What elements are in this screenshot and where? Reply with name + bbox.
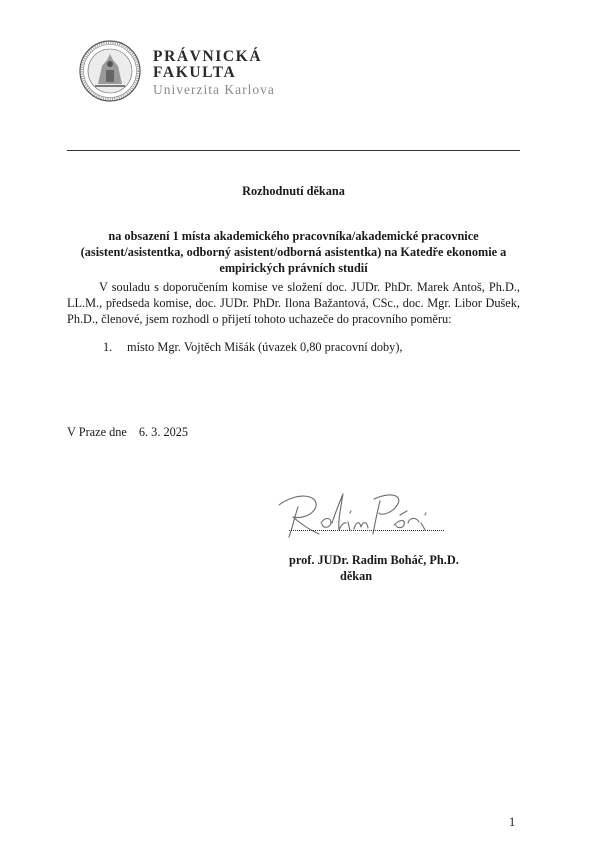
document-subject: na obsazení 1 místa akademického pracovníka/akademické pracovnice (asistent/asistentka, odborný asistent/odborná asistentka) na Katedře ekonomie a empirických právních studií xyxy=(80,229,507,275)
page-number: 1 xyxy=(509,815,516,829)
university-seal-icon xyxy=(79,40,141,102)
place-label: V Praze dne xyxy=(67,425,127,439)
signer-role: děkan xyxy=(340,569,373,583)
place-date-line xyxy=(67,425,188,440)
document-title: Rozhodnutí děkana xyxy=(242,184,345,198)
handwritten-signature-icon xyxy=(276,485,446,545)
faculty-name-line1: PRÁVNICKÁ xyxy=(153,48,263,65)
signature-line xyxy=(289,530,444,531)
list-item-number: 1. xyxy=(103,340,113,354)
university-name: Univerzita Karlova xyxy=(153,82,275,97)
list-item-text: místo Mgr. Vojtěch Mišák (úvazek 0,80 pracovní doby), xyxy=(127,340,403,354)
list-item xyxy=(103,340,403,355)
header-divider xyxy=(67,150,520,151)
document-body: V souladu s doporučením komise ve složení doc. JUDr. PhDr. Marek Antoš, Ph.D., LL.M., předseda komise, doc. JUDr. PhDr. Ilona Bažantová, CSc., doc. Mgr. Libor Dušek, Ph.D., členové, jsem rozhodl o přijetí tohoto uchazeče do pracovního poměru: xyxy=(67,280,520,326)
document-date: 6. 3. 2025 xyxy=(138,425,189,439)
signer-name: prof. JUDr. Radim Boháč, Ph.D. xyxy=(289,553,459,567)
faculty-brand xyxy=(153,49,275,98)
faculty-name-line2: FAKULTA xyxy=(153,64,237,81)
